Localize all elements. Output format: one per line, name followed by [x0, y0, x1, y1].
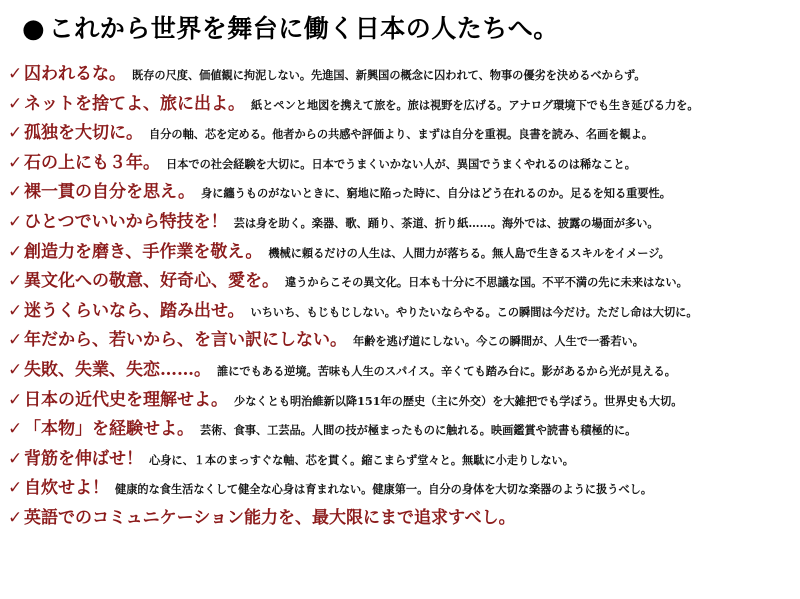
check-icon: ✓: [8, 300, 23, 321]
check-icon: ✓: [8, 478, 23, 499]
item-description: 年齢を逃げ道にしない。今この瞬間が、人生で一番若い。: [353, 334, 644, 349]
item-heading: 創造力を磨き、手作業を敬え。: [24, 241, 263, 262]
item-heading: 異文化への敬意、好奇心、愛を。: [24, 271, 279, 292]
check-icon: ✓: [8, 93, 23, 114]
item-description: 少なくとも明治維新以降151年の歴史（主に外交）を大雑把でも学ぼう。世界史も大切。: [234, 393, 683, 408]
check-icon: ✓: [8, 152, 23, 173]
list-item: [8, 207, 792, 237]
item-description: 誰にでもある逆境。苦味も人生のスパイス。辛くても踏み台に。影があるから光が見える。: [217, 363, 676, 378]
page-title-text: これから世界を舞台に働く日本の人たちへ。: [48, 14, 559, 43]
check-icon: ✓: [8, 359, 23, 380]
list-item: [8, 118, 792, 148]
item-heading: 裸一貫の自分を思え。: [24, 182, 196, 203]
check-icon: ✓: [8, 182, 23, 203]
item-heading: 失敗、失業、失恋……。: [24, 359, 211, 380]
title-bullet-icon: ●: [22, 14, 45, 44]
item-description: 身に纏うものがないときに、窮地に陥った時に、自分はどう在れるのか。足るを知る重要性。: [201, 186, 671, 201]
advice-list: [8, 59, 792, 533]
item-heading: 自炊せよ！: [24, 478, 109, 499]
check-icon: ✓: [8, 123, 23, 144]
list-item: [8, 296, 792, 326]
check-icon: ✓: [8, 211, 23, 232]
item-heading: 囚われるな。: [24, 64, 126, 84]
list-item: [8, 325, 792, 355]
check-icon: ✓: [8, 64, 23, 84]
item-description: 違うからこその異文化。日本も十分に不思議な国。不平不満の先に未来はない。: [285, 275, 688, 290]
item-heading: ひとつでいいから特技を！: [24, 211, 228, 232]
item-description: 芸は身を助く。楽器、歌、踊り、茶道、折り紙……。海外では、披露の場面が多い。: [233, 215, 659, 230]
list-item: [8, 503, 792, 533]
item-description: 自分の軸、芯を定める。他者からの共感や評価より、まずは自分を重視。良書を読み、名画を観よ。: [149, 127, 654, 142]
check-icon: ✓: [8, 241, 23, 262]
list-item: [8, 414, 792, 444]
list-item: [8, 266, 792, 296]
item-description: 既存の尺度、価値観に拘泥しない。先進国、新興国の概念に囚われて、物事の優劣を決めるべからず。: [132, 68, 646, 82]
item-heading: 石の上にも３年。: [24, 152, 160, 173]
list-item: [8, 237, 792, 267]
check-icon: ✓: [8, 271, 23, 292]
list-item: [8, 355, 792, 385]
list-item: [8, 385, 792, 415]
list-item: [8, 177, 792, 207]
item-heading: 英語でのコミュニケーション能力を、最大限にまで追求すべし。: [24, 507, 516, 528]
item-description: 心身に、１本のまっすぐな軸、芯を貫く。縮こまらず堂々と。無駄に小走りしない。: [149, 452, 574, 467]
list-item: [8, 89, 792, 119]
item-heading: 年だから、若いから、を言い訳にしない。: [24, 330, 347, 351]
check-icon: ✓: [8, 419, 23, 440]
item-heading: 「本物」を経験せよ。: [24, 419, 194, 440]
item-description: 日本での社会経験を大切に。日本でうまくいかない人が、異国でうまくやれるのは稀なこと。: [166, 156, 636, 171]
item-heading: 孤独を大切に。: [24, 123, 143, 144]
page-title: [22, 10, 792, 48]
item-heading: 迷うくらいなら、踏み出せ。: [24, 300, 245, 321]
check-icon: ✓: [8, 330, 23, 351]
item-heading: 日本の近代史を理解せよ。: [24, 389, 228, 410]
list-item: [8, 148, 792, 178]
item-description: 紙とペンと地図を携えて旅を。旅は視野を広げる。アナログ環境下でも生き延びる力を。: [251, 97, 699, 112]
item-heading: ネットを捨てよ、旅に出よ。: [24, 93, 245, 114]
list-item: [8, 59, 792, 89]
item-heading: 背筋を伸ばせ！: [24, 448, 143, 469]
check-icon: ✓: [8, 507, 23, 528]
item-description: 健康的な食生活なくして健全な心身は育まれない。健康第一。自分の身体を大切な楽器のように扱うべし。: [115, 482, 653, 497]
item-description: 芸術、食事、工芸品。人間の技が極まったものに触れる。映画鑑賞や読書も積極的に。: [200, 423, 637, 438]
list-item: [8, 444, 792, 474]
list-item: [8, 473, 792, 503]
item-description: いちいち、もじもじしない。やりたいならやる。この瞬間は今だけ。ただし命は大切に。: [250, 304, 698, 319]
check-icon: ✓: [8, 448, 23, 469]
item-description: 機械に頼るだけの人生は、人間力が落ちる。無人島で生きるスキルをイメージ。: [268, 245, 670, 260]
check-icon: ✓: [8, 389, 23, 410]
